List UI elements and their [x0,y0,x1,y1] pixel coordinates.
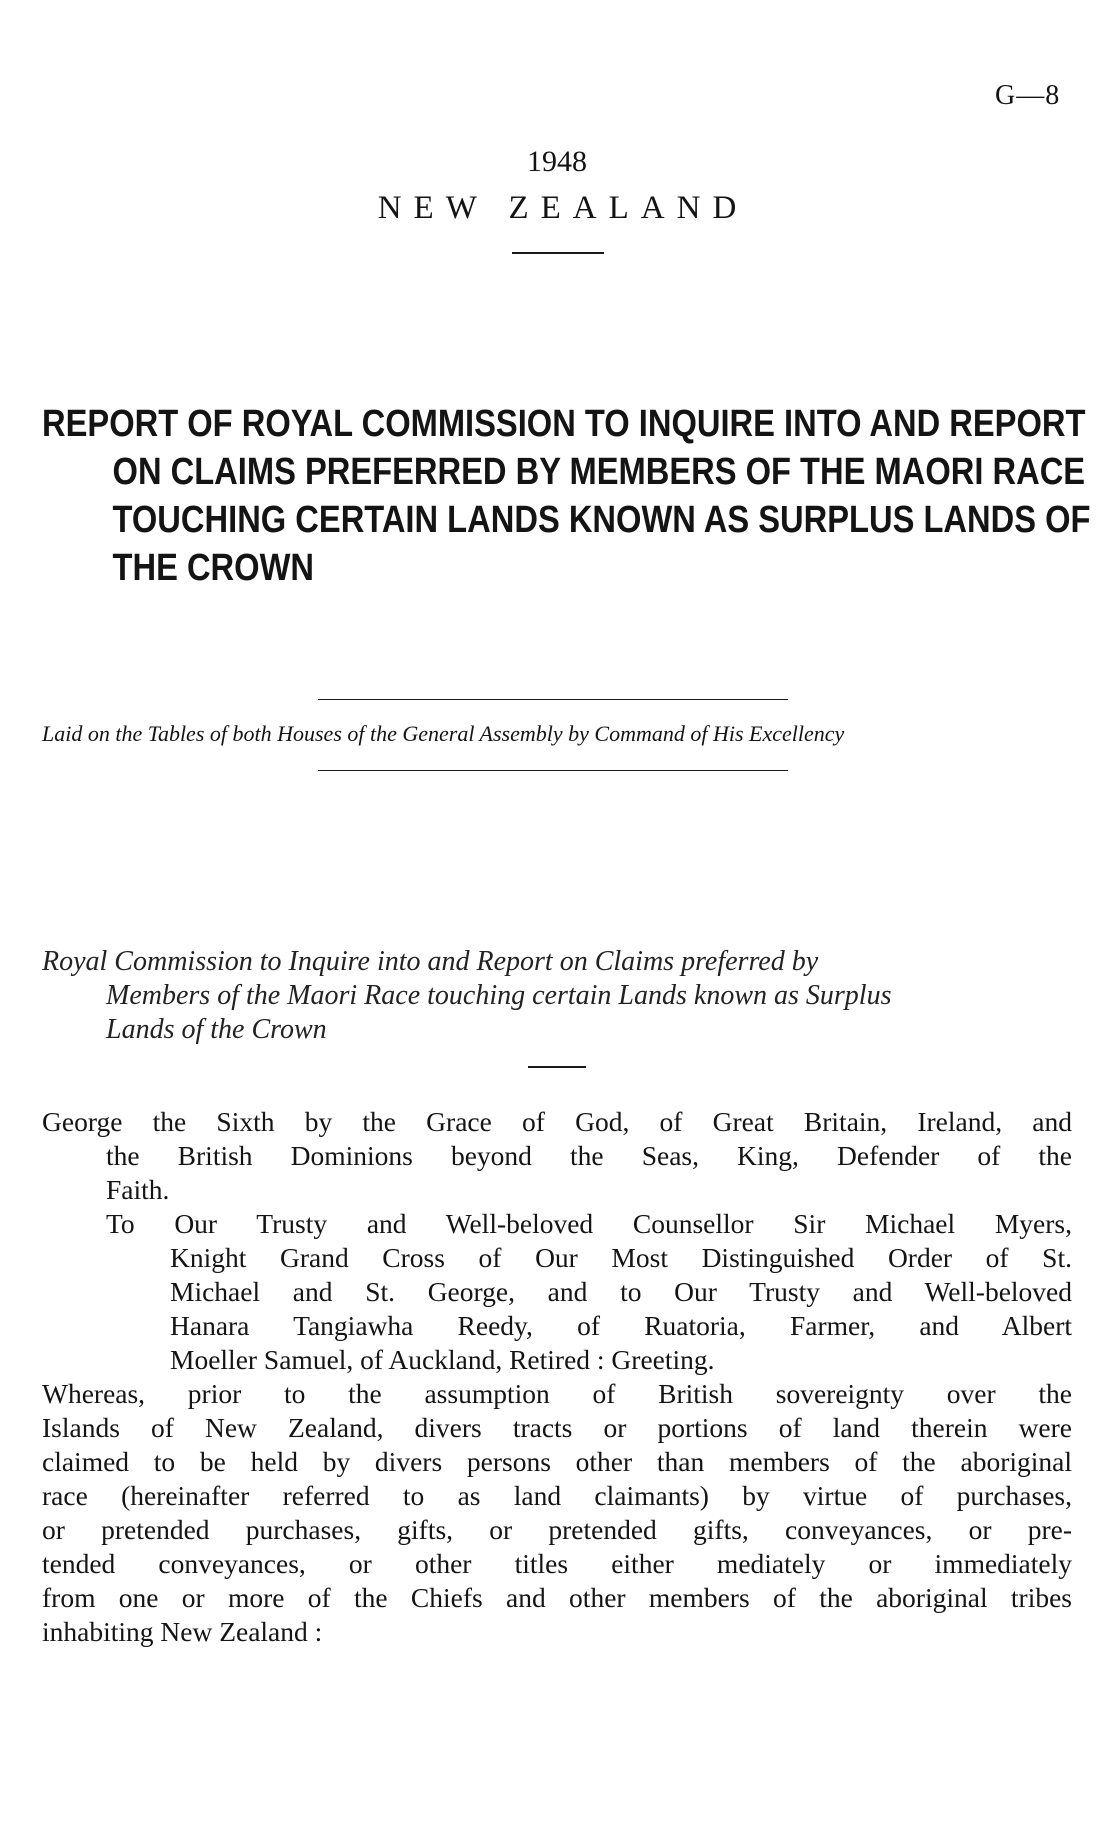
header-divider [512,252,604,254]
whereas-paragraph [42,1377,1072,1649]
whereas-line: Islands of New Zealand, divers tracts or portions of land therein were [42,1412,1072,1443]
page-reference: G—8 [995,80,1061,111]
document-year: 1948 [527,145,587,178]
whereas-line: inhabiting New Zealand : [42,1616,323,1647]
commissioners-address [42,1207,1072,1377]
whereas-line: tended conveyances, or other titles either mediately or immediately [42,1548,1072,1579]
title-line: REPORT OF ROYAL COMMISSION TO INQUIRE INTO AND REPORT [42,403,1086,445]
address-line: Moeller Samuel, of Auckland, Retired : Greeting. [170,1344,715,1375]
commission-line: Royal Commission to Inquire into and Report on Claims preferred by [42,946,819,977]
title-line: ON CLAIMS PREFERRED BY MEMBERS OF THE MAORI RACE [112,451,1086,493]
address-line: Knight Grand Cross of Our Most Distinguished Order of St. [170,1242,1072,1273]
whereas-line: or pretended purchases, gifts, or pretended gifts, conveyances, or pre- [42,1514,1072,1545]
address-line: To Our Trusty and Well-beloved Counsellor Sir Michael Myers, [106,1208,1072,1239]
laid-bottom-rule [318,770,788,771]
address-line: Michael and St. George, and to Our Trusty and Well-beloved [170,1276,1072,1307]
title-line: THE CROWN [112,547,315,589]
whereas-line: race (hereinafter referred to as land claimants) by virtue of purchases, [42,1480,1072,1511]
preamble-line: George the Sixth by the Grace of God, of Great Britain, Ireland, and [42,1106,1072,1137]
commission-heading [42,945,1072,1047]
whereas-line: Whereas, prior to the assumption of British sovereignty over the [42,1378,1072,1409]
whereas-line: from one or more of the Chiefs and other members of the aboriginal tribes [42,1582,1072,1613]
title-line: TOUCHING CERTAIN LANDS KNOWN AS SURPLUS LANDS OF [112,499,1091,541]
commission-line: Members of the Maori Race touching certain Lands known as Surplus [106,980,892,1011]
laid-top-rule [318,699,788,700]
country-heading: NEW ZEALAND [377,190,749,226]
whereas-line: claimed to be held by divers persons other than members of the aboriginal [42,1446,1072,1477]
report-title [42,400,1091,592]
address-line: Hanara Tangiawha Reedy, of Ruatoria, Farmer, and Albert [170,1310,1072,1341]
royal-preamble [42,1105,1072,1207]
laid-statement: Laid on the Tables of both Houses of the General Assembly by Command of His Excellency [42,721,845,746]
preamble-line: the British Dominions beyond the Seas, King, Defender of the [106,1140,1072,1171]
commission-divider [528,1066,586,1068]
preamble-line: Faith. [106,1174,170,1205]
commission-line: Lands of the Crown [106,1014,327,1045]
